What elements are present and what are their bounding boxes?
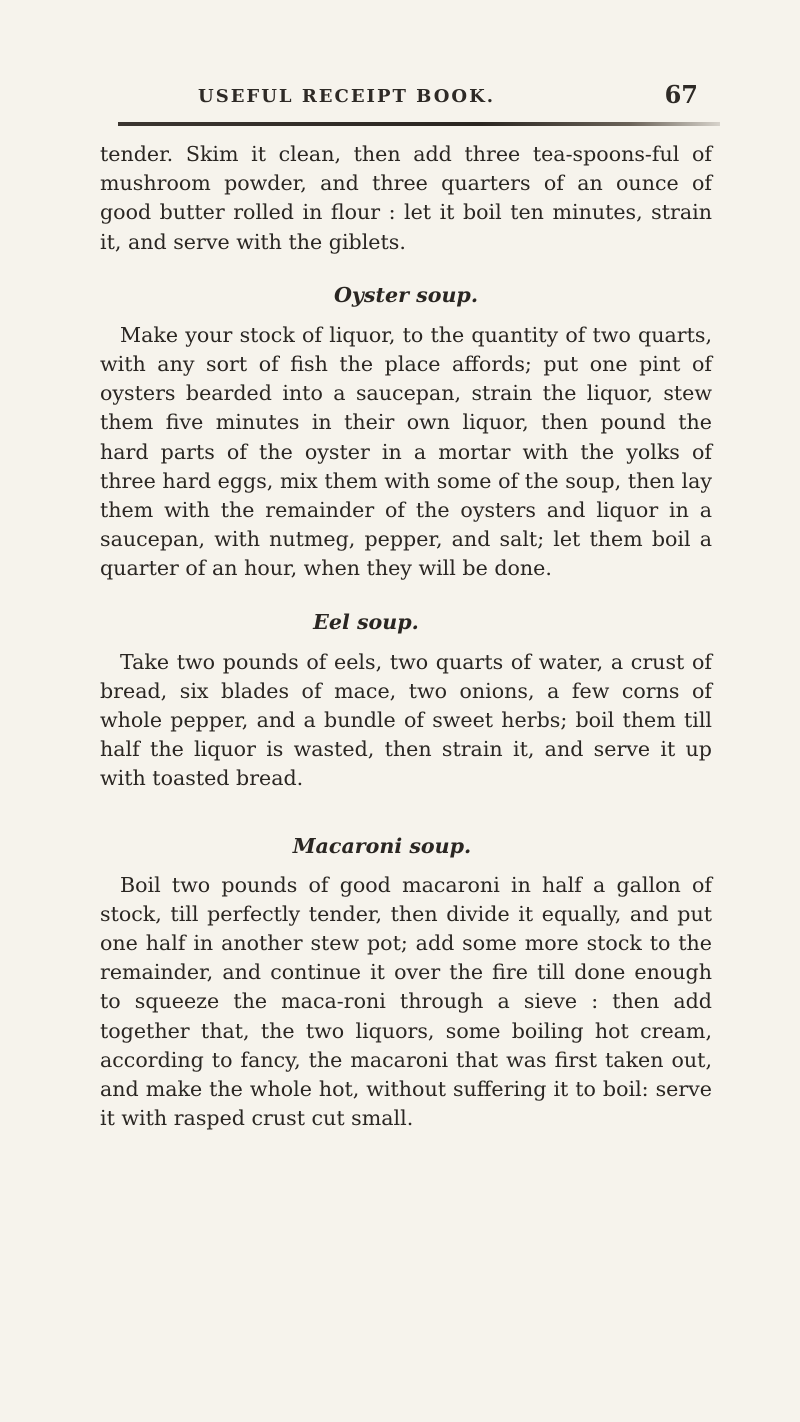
running-head: [118, 80, 698, 116]
recipe-text-eel-soup: Take two pounds of eels, two quarts of water, a crust of bread, six blades of mace, two onions, a few corns of whole pepper, and a bundle of sweet herbs; boil them till half the liquor is wasted, then strain it, and serve it up with toasted bread.: [100, 649, 712, 791]
page-number: 67: [664, 80, 698, 109]
header-rule: [118, 122, 720, 126]
recipe-heading-macaroni-soup: Macaroni soup.: [292, 833, 472, 858]
running-title: USEFUL RECEIPT BOOK.: [198, 86, 495, 107]
opening-paragraph: tender. Skim it clean, then add three tea-spoons-ful of mushroom powder, and three quarters of an ounce of good butter rolled in flour : let it boil ten minutes, strain it, and serve with the giblets.: [100, 142, 712, 254]
recipe-text-macaroni-soup: Boil two pounds of good macaroni in half a gallon of stock, till perfectly tender, then divide it equally, and put one half in another stew pot; add some more stock to the remainder, and continue it over the fire till done enough to squeeze the maca-roni through a sieve : then add together that, the two liquors, some boiling hot cream, according to fancy, the macaroni that was first taken out, and make the whole hot, without suffering it to boil: serve it with rasped crust cut small.: [100, 872, 712, 1131]
page-body: [100, 140, 712, 1133]
recipe-heading-oyster-soup: Oyster soup.: [333, 282, 478, 307]
recipe-heading-eel-soup: Eel soup.: [313, 609, 419, 634]
recipe-text-oyster-soup: Make your stock of liquor, to the quantity of two quarts, with any sort of fish the place affords; put one pint of oysters bearded into a saucepan, strain the liquor, stew them five minutes in their own liquor, then pound the hard parts of the oyster in a mortar with the yolks of three hard eggs, mix them with some of the soup, then lay them with the remainder of the oysters and liquor in a saucepan, with nutmeg, pepper, and salt; let them boil a quarter of an hour, when they will be done.: [100, 322, 712, 581]
